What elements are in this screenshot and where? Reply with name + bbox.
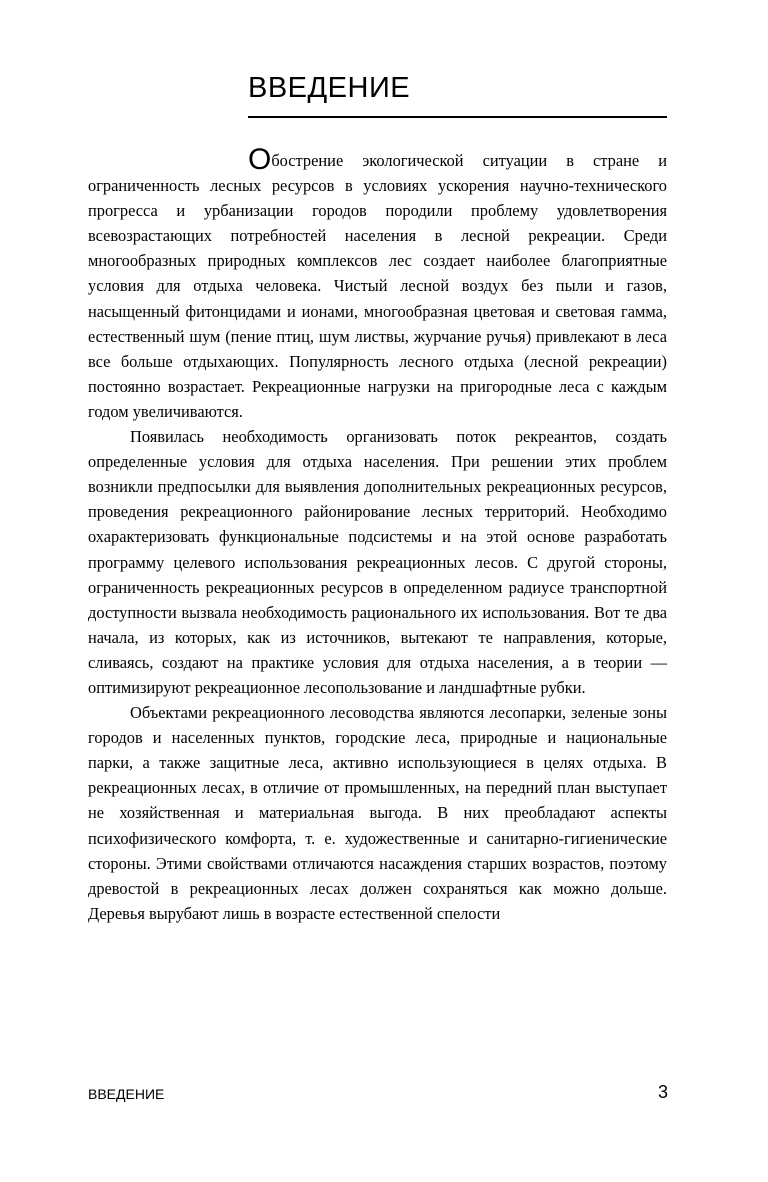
drop-cap: О <box>248 143 272 176</box>
body-text <box>88 143 667 926</box>
paragraph-1-text: бострение экологической ситуации в стране и ограниченность лесных ресурсов в условиях ускорения научно-технического прогресса и урбанизации городов породили проблему удовлетворения всевозрастающих потребностей населения в лесной рекреации. Среди многообразных природных комплексов лес создает наиболее благоприятные условия для отдыха человека. Чистый лесной воздух без пыли и газов, насыщенный фитонцидами и ионами, многообразная цветовая и световая гамма, естественный шум (пение птиц, шум листвы, журчание ручья) привлекают в леса все больше отдыхающих. Популярность лесного отдыха (лесной рекреации) постоянно возрастает. Рекреационные нагрузки на пригородные леса с каждым годом увеличиваются. <box>88 151 667 421</box>
page-number: 3 <box>657 1082 668 1102</box>
paragraph-1 <box>88 143 667 424</box>
title-underline <box>248 116 667 118</box>
chapter-title: ВВЕДЕНИЕ <box>248 72 411 104</box>
running-footer-section: ВВЕДЕНИЕ <box>88 1086 165 1102</box>
paragraph-3: Объектами рекреационного лесоводства являются лесопарки, зеленые зоны городов и населенных пунктов, городские леса, природные и национальные парки, а также защитные леса, активно использующиеся в целях отдыха. В рекреационных лесах, в отличие от промышленных, на передний план выступает не хозяйственная и материальная выгода. В них преобладают аспекты психофизического комфорта, т. е. художественные и санитарно-гигиенические стороны. Этими свойствами отличаются насаждения старших возрастов, поэтому древостой в рекреационных лесах должен сохраняться как можно дольше. Деревья вырубают лишь в возрасте естественной спелости <box>88 703 667 923</box>
paragraph-2: Появилась необходимость организовать поток рекреантов, создать определенные условия для отдыха населения. При решении этих проблем возникли предпосылки для выявления дополнительных рекреационных ресурсов, проведения рекреационного районирование лесных территорий. Необходимо охарактеризовать функциональные подсистемы и на этой основе разработать программу целевого использования рекреационных лесов. С другой стороны, ограниченность рекреационных ресурсов в определенном радиусе транспортной доступности вызвала необходимость рационального их использования. Вот те два начала, из которых, как из источников, вытекают те направления, которые, сливаясь, создают на практике условия для отдыха населения, а в теории — оптимизируют рекреационное лесопользование и ландшафтные рубки. <box>88 427 667 697</box>
